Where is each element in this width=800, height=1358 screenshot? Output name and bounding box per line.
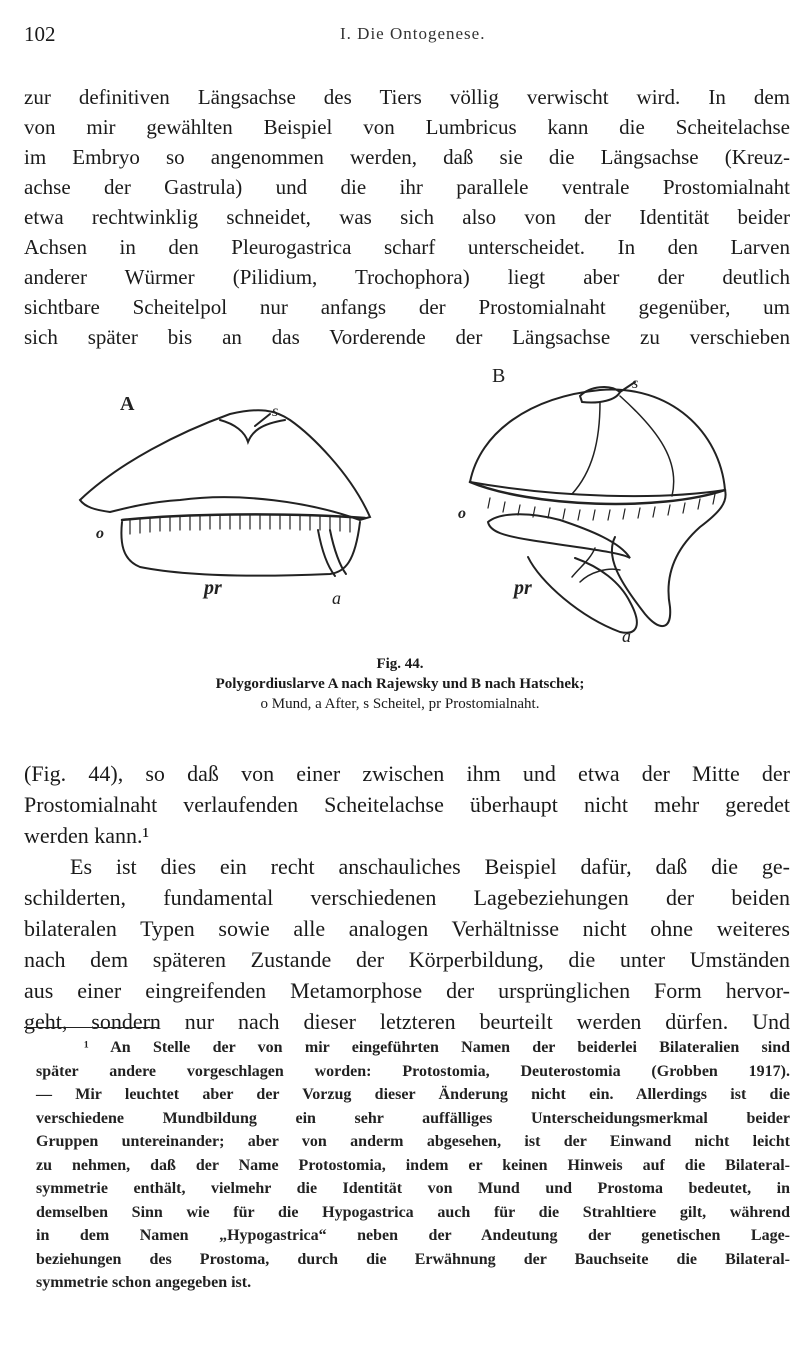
text-line: zur definitiven Längsachse des Tiers völlig verwischt wird. In dem	[24, 85, 790, 109]
footnote-line: in dem Namen „Hypogastrica“ neben der Andeutung der genetischen Lage-	[36, 1227, 790, 1244]
footnote-line: verschiedene Mundbildung ein sehr auffälliges Unterscheidungsmerkmal beider	[36, 1109, 790, 1127]
footnote-line: symmetrie enthält, vielmehr die Identität von Mund und Prostoma bedeutet, in	[36, 1180, 790, 1197]
fig-label-a: A	[120, 393, 135, 415]
text-line: aus einer eingreifenden Metamorphose der ursprünglichen Form hervor-	[24, 978, 790, 1003]
text-line: Achsen in den Pleurogastrica scharf unterscheidet. In den Larven	[24, 235, 790, 259]
text-line: anderer Würmer (Pilidium, Trochophora) liegt aber der deutlich	[24, 265, 790, 289]
text-line: geht, sondern nur nach dieser letzteren beurteilt werden dürfen. Und	[24, 1009, 790, 1034]
larva-b-dome	[470, 389, 725, 496]
caption-figure-number: Fig. 44.	[376, 656, 424, 672]
footnote-line: ¹ An Stelle der von mir eingeführten Namen der beiderlei Bilateralien sind	[84, 1039, 790, 1056]
larva-a-drawing	[80, 393, 370, 608]
larva-a-label-a: a	[332, 588, 341, 608]
larva-a-body-outline	[80, 410, 370, 520]
text-line: schilderten, fundamental verschiedenen Lagebeziehungen der beiden	[24, 885, 790, 910]
text-line: (Fig. 44), so daß von einer zwischen ihm und etwa der Mitte der	[24, 761, 790, 786]
paragraph-1	[24, 82, 790, 352]
footnote-line: symmetrie schon angegeben ist.	[36, 1274, 252, 1291]
larva-b-cilia-row	[488, 494, 715, 520]
larva-b-body	[528, 557, 637, 633]
footnote-line: — Mir leuchtet aber der Vorzug dieser Änderung nicht ein. Allerdings ist die	[36, 1086, 790, 1103]
text-line: nach dem späteren Zustande der Körperbildung, die unter Umständen	[24, 947, 790, 972]
footnote-divider	[24, 1027, 158, 1028]
text-line: werden kann.¹	[24, 823, 150, 848]
larva-b-equator	[470, 482, 725, 504]
text-line: sich später bis an das Vorderende der Längsachse zu verschieben	[24, 325, 790, 349]
page-header	[24, 22, 790, 50]
text-line: bilateralen Typen sowie alle analogen Verhältnisse nicht ohne weiteres	[24, 916, 790, 941]
page-number: 102	[24, 22, 56, 46]
text-line: Es ist dies ein recht anschauliches Beispiel dafür, daß die ge-	[70, 854, 790, 879]
caption-line-1: Polygordiuslarve A nach Rajewsky und B nach Hatschek;	[215, 676, 585, 692]
figure-caption	[100, 654, 700, 714]
footnote-line: demselben Sinn wie für die Hypogastrica auch für die Strahltiere gilt, während	[36, 1203, 790, 1221]
running-title: I. Die Ontogenese.	[340, 24, 486, 43]
text-line: sichtbare Scheitelpol nur anfangs der Prostomialnaht gegenüber, um	[24, 295, 790, 319]
paragraph-2	[24, 758, 790, 1037]
larva-b-meridians	[572, 396, 674, 496]
larva-b-mouth-lobe	[488, 514, 630, 558]
caption-line-2: o Mund, a After, s Scheitel, pr Prostomialnaht.	[260, 696, 540, 712]
footnote-line: Gruppen untereinander; aber von anderm abgesehen, ist der Einwand nicht leicht	[36, 1133, 790, 1150]
footnote-line: später andere vorgeschlagen worden: Protostomia, Deuterostomia (Grobben 1917).	[36, 1062, 790, 1080]
footnote-line: beziehungen des Prostoma, durch die Erwähnung der Bauchseite die Bilateral-	[36, 1250, 790, 1268]
text-line: von mir gewählten Beispiel von Lumbricus kann die Scheitelachse	[24, 115, 790, 139]
text-line: achse der Gastrula) und die ihr parallele ventrale Prostomialnaht	[24, 175, 790, 199]
larva-a-apex-fold	[220, 420, 285, 442]
text-line: im Embryo so angenommen werden, daß sie die Längsachse (Kreuz-	[24, 145, 790, 169]
larva-a-label-o: o	[96, 525, 104, 542]
larva-a-lower-lobe	[121, 522, 360, 576]
fig-label-b: B	[492, 365, 506, 387]
larva-b-label-a: a	[622, 626, 631, 646]
figure-44-illustration	[60, 362, 750, 662]
larva-b-label-o: o	[458, 505, 466, 522]
text-line: Prostomialnaht verlaufenden Scheitelachse überhaupt nicht mehr geredet	[24, 792, 790, 817]
text-line: etwa rechtwinklig schneidet, was sich also von der Identität beider	[24, 205, 790, 229]
footnote-line: zu nehmen, daß der Name Protostomia, indem er keinen Hinweis auf die Bilateral-	[36, 1156, 790, 1174]
larva-b-label-pr: pr	[514, 577, 532, 599]
larva-a-ciliary-band	[122, 514, 365, 520]
larva-b-drawing	[458, 365, 726, 646]
footnote	[36, 1036, 790, 1295]
larva-a-anal-tube	[318, 530, 346, 576]
larva-a-label-pr: pr	[204, 577, 222, 599]
larva-b-label-s: s	[632, 375, 639, 392]
larva-a-label-s: s	[272, 403, 279, 420]
